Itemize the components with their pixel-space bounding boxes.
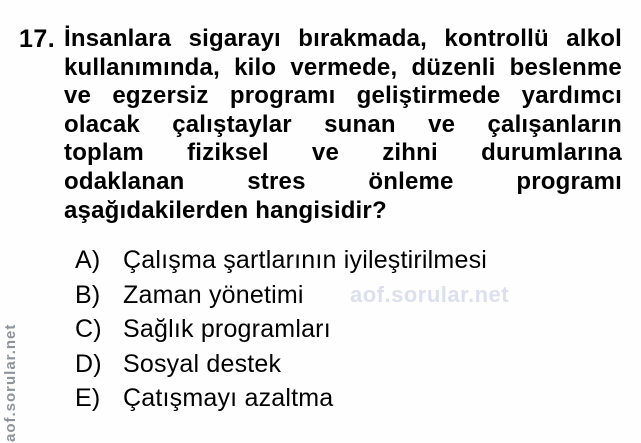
option-text: Çalışma şartlarının iyileştirilmesi xyxy=(123,246,488,274)
question-line: ve egzersiz programı geliştirmede yardımcı xyxy=(64,82,622,110)
option-letter: A) xyxy=(75,246,101,274)
question-line: İnsanlara sigarayı bırakmada, kontrollü alkol xyxy=(64,25,622,52)
option-text: Sosyal destek xyxy=(123,349,282,378)
watermark-center: aof.sorular.net xyxy=(350,282,510,307)
option-letter: C) xyxy=(75,315,102,344)
option-text: Çatışmayı azaltma xyxy=(123,384,334,413)
option-c xyxy=(75,315,487,350)
option-letter: E) xyxy=(75,384,101,413)
question-line: odaklanan stres önleme programı xyxy=(64,167,622,195)
question-number: 17. xyxy=(19,25,56,53)
option-d xyxy=(75,350,487,385)
option-letter: D) xyxy=(75,349,102,378)
question-text xyxy=(64,25,622,225)
option-letter: B) xyxy=(75,280,101,309)
options-list xyxy=(75,246,487,419)
watermark-left-vertical: aof.sorular.net xyxy=(2,323,19,442)
option-text: Zaman yönetimi xyxy=(123,280,304,309)
question-line: toplam fiziksel ve zihni durumlarına xyxy=(64,139,622,167)
question-line: kullanımında, kilo vermede, düzenli beslenme xyxy=(64,53,622,81)
question-line: aşağıdakilerden hangisidir? xyxy=(64,196,387,224)
option-text: Sağlık programları xyxy=(123,315,331,344)
question-line: olacak çalıştaylar sunan ve çalışanların xyxy=(64,110,622,138)
option-a xyxy=(75,246,487,281)
option-e xyxy=(75,384,487,419)
